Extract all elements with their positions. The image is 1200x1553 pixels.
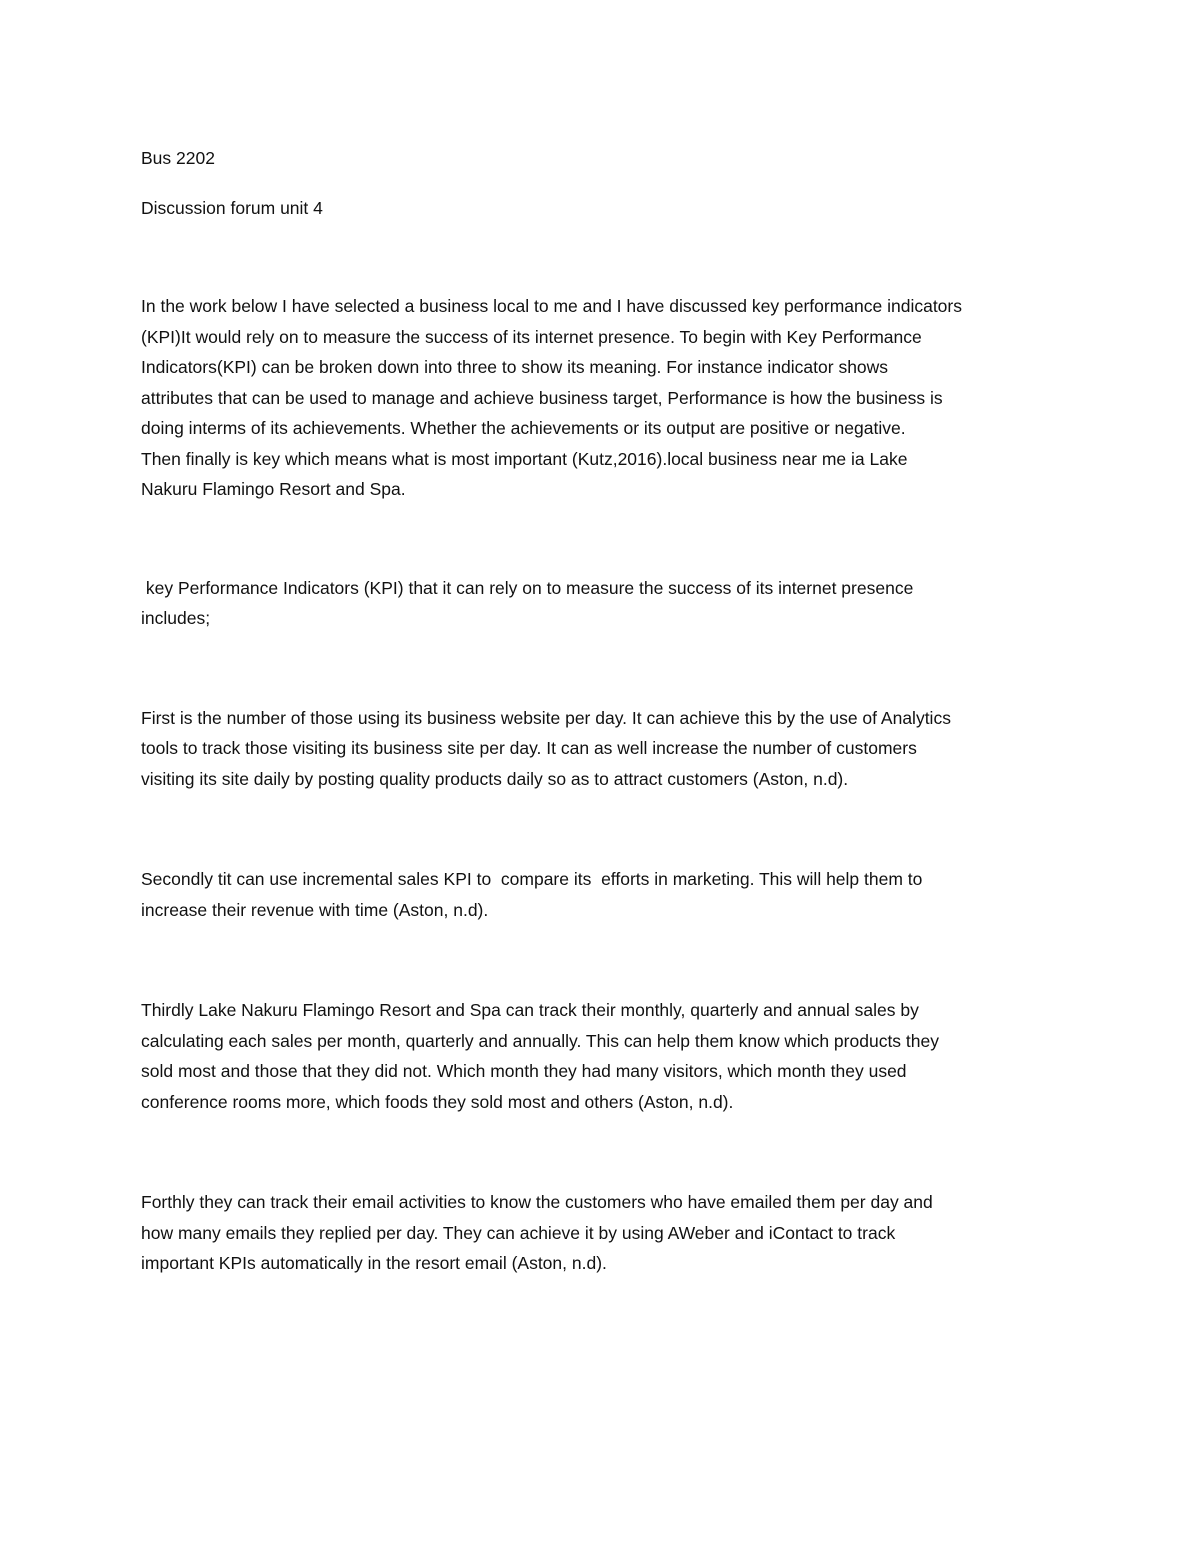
paragraph-kpi-lead (141, 573, 1071, 634)
text-line: includes; (141, 608, 211, 628)
forum-title: Discussion forum unit 4 (141, 198, 323, 218)
text-line: Indicators(KPI) can be broken down into three to show its meaning. For instance indicator shows (141, 357, 889, 377)
text-line: attributes that can be used to manage and achieve business target, Performance is how the business is (141, 387, 943, 408)
paragraph-intro (141, 291, 1071, 505)
text-line: Then finally is key which means what is most important (Kutz,2016).local business near me ia Lake (141, 448, 908, 469)
text-line: doing interms of its achievements. Whether the achievements or its output are positive or negative. (141, 418, 906, 438)
text-line: key Performance Indicators (KPI) that it can rely on to measure the success of its internet presence (141, 577, 914, 598)
paragraph-fourth-kpi (141, 1187, 1071, 1279)
text-line: Nakuru Flamingo Resort and Spa. (141, 479, 406, 499)
text-line: how many emails they replied per day. They can achieve it by using AWeber and iContact to track (141, 1222, 896, 1243)
paragraph-second-kpi (141, 864, 1071, 925)
text-line: First is the number of those using its business website per day. It can achieve this by the use of Analytics (141, 707, 951, 728)
text-line: Thirdly Lake Nakuru Flamingo Resort and Spa can track their monthly, quarterly and annual sales by (141, 1000, 919, 1020)
text-line: Forthly they can track their email activities to know the customers who have emailed them per day and (141, 1192, 933, 1212)
text-line: In the work below I have selected a business local to me and I have discussed key performance indicators (141, 296, 962, 316)
text-line: Secondly tit can use incremental sales KPI to compare its efforts in marketing. This will help them to (141, 869, 923, 889)
paragraph-third-kpi (141, 995, 1071, 1117)
paragraph-first-kpi (141, 703, 1071, 795)
text-line: (KPI)It would rely on to measure the success of its internet presence. To begin with Key Performance (141, 326, 922, 347)
text-line: sold most and those that they did not. Which month they had many visitors, which month they used (141, 1061, 907, 1081)
text-line: visiting its site daily by posting quality products daily so as to attract customers (Aston, n.d). (141, 768, 849, 789)
course-code: Bus 2202 (141, 148, 215, 168)
text-line: increase their revenue with time (Aston, n.d). (141, 899, 489, 920)
document-body (141, 143, 1071, 1279)
text-line: tools to track those visiting its business site per day. It can as well increase the number of customers (141, 738, 917, 758)
text-line: important KPIs automatically in the resort email (Aston, n.d). (141, 1253, 607, 1273)
text-line: conference rooms more, which foods they sold most and others (Aston, n.d). (141, 1091, 734, 1112)
text-line: calculating each sales per month, quarterly and annually. This can help them know which products they (141, 1030, 939, 1051)
